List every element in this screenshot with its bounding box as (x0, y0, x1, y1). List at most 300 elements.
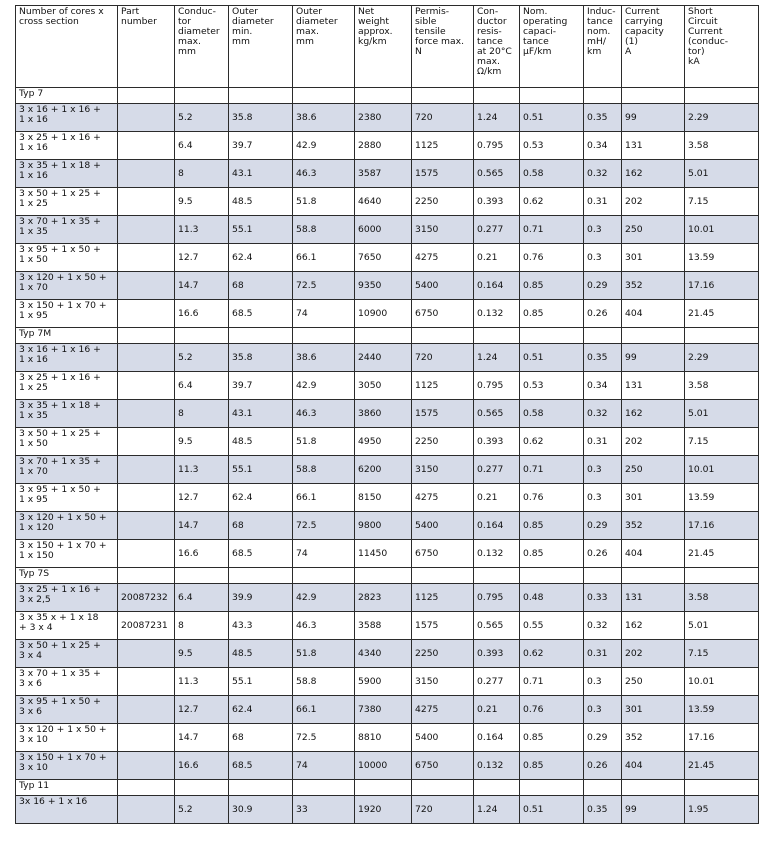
cores-line: 3 x 35 x + 1 x 18 (19, 612, 99, 623)
header-text-line: (1) (625, 36, 639, 47)
header-text-line: kA (688, 56, 700, 67)
header-text-line: approx. (358, 26, 393, 37)
table-row (16, 160, 759, 188)
cell-net-weight: 8810 (355, 724, 412, 752)
cell-cores-cross-section (16, 244, 118, 272)
cell-inductance: 0.26 (584, 752, 622, 780)
cell-tensile-force: 5400 (412, 512, 474, 540)
header-text-line: Part (121, 6, 140, 17)
header-text-line: Net (358, 6, 375, 17)
cell-current-capacity: 404 (622, 300, 685, 328)
header-text-line: cross section (19, 16, 79, 27)
group-empty-cell (229, 568, 293, 584)
cores-line: 1 x 16 (19, 142, 48, 153)
header-part-number (118, 6, 175, 88)
cell-inductance: 0.3 (584, 696, 622, 724)
group-empty-cell (118, 328, 175, 344)
cell-part-number (118, 160, 175, 188)
cell-tensile-force: 1125 (412, 132, 474, 160)
cores-line: 1 x 150 (19, 550, 54, 561)
group-empty-cell (293, 328, 355, 344)
group-empty-cell (584, 88, 622, 104)
cell-part-number (118, 244, 175, 272)
table-row (16, 796, 759, 824)
header-text-line: Ω/km (477, 66, 502, 77)
group-empty-cell (175, 88, 229, 104)
group-empty-cell (622, 780, 685, 796)
cores-line: 3 x 150 + 1 x 70 + (19, 300, 107, 311)
header-operating-capacitance (520, 6, 584, 88)
header-text-line: max. (178, 36, 201, 47)
cell-short-circuit-current: 13.59 (685, 696, 759, 724)
cell-net-weight: 3588 (355, 612, 412, 640)
group-empty-cell (412, 328, 474, 344)
cell-net-weight: 1920 (355, 796, 412, 824)
cores-line: 3 x 70 + 1 x 35 + (19, 668, 101, 679)
cores-line: 3 x 25 + 1 x 16 + (19, 372, 101, 383)
cell-current-capacity: 202 (622, 188, 685, 216)
group-empty-cell (622, 88, 685, 104)
cell-outer-diameter-min: 48.5 (229, 428, 293, 456)
cell-current-capacity: 352 (622, 272, 685, 300)
cell-operating-capacitance: 0.71 (520, 668, 584, 696)
group-empty-cell (520, 780, 584, 796)
header-inductance (584, 6, 622, 88)
cell-operating-capacitance: 0.48 (520, 584, 584, 612)
cell-outer-diameter-max: 51.8 (293, 428, 355, 456)
group-empty-cell (229, 328, 293, 344)
cores-line: 1 x 50 (19, 254, 48, 265)
cell-part-number (118, 272, 175, 300)
cell-net-weight: 7650 (355, 244, 412, 272)
cell-outer-diameter-min: 55.1 (229, 668, 293, 696)
group-empty-cell (293, 568, 355, 584)
header-text-line: Outer (232, 6, 259, 17)
table-row (16, 400, 759, 428)
cell-part-number: 20087232 (118, 584, 175, 612)
cell-operating-capacitance: 0.76 (520, 484, 584, 512)
cell-current-capacity: 131 (622, 584, 685, 612)
cell-inductance: 0.26 (584, 300, 622, 328)
cell-tensile-force: 4275 (412, 484, 474, 512)
cell-current-capacity: 352 (622, 724, 685, 752)
header-tensile-force (412, 6, 474, 88)
group-empty-cell (229, 780, 293, 796)
cell-outer-diameter-min: 39.7 (229, 372, 293, 400)
table-row (16, 696, 759, 724)
cell-inductance: 0.32 (584, 160, 622, 188)
cell-inductance: 0.34 (584, 132, 622, 160)
cell-cores-cross-section (16, 188, 118, 216)
group-empty-cell (685, 568, 759, 584)
cell-short-circuit-current: 10.01 (685, 456, 759, 484)
cell-conductor-resistance: 0.565 (474, 160, 520, 188)
cable-spec-table-container (15, 5, 758, 824)
cores-line: 1 x 16 (19, 114, 48, 125)
cell-cores-cross-section (16, 344, 118, 372)
cell-outer-diameter-max: 72.5 (293, 272, 355, 300)
cell-conductor-diameter: 6.4 (175, 372, 229, 400)
cell-inductance: 0.33 (584, 584, 622, 612)
cell-net-weight: 9800 (355, 512, 412, 540)
cell-outer-diameter-min: 68.5 (229, 540, 293, 568)
cell-outer-diameter-max: 74 (293, 300, 355, 328)
cell-net-weight: 3587 (355, 160, 412, 188)
cell-part-number (118, 400, 175, 428)
cores-line: 1 x 16 (19, 354, 48, 365)
group-row (16, 328, 759, 344)
cell-inductance: 0.35 (584, 104, 622, 132)
table-row (16, 104, 759, 132)
cell-conductor-resistance: 1.24 (474, 796, 520, 824)
cores-line: 3 x 25 + 1 x 16 + (19, 584, 101, 595)
cores-line: 3 x 10 (19, 734, 48, 745)
header-text-line: kg/km (358, 36, 387, 47)
cores-line: 3 x 95 + 1 x 50 + (19, 484, 101, 495)
cell-current-capacity: 250 (622, 216, 685, 244)
cell-part-number (118, 300, 175, 328)
cell-cores-cross-section (16, 400, 118, 428)
cell-outer-diameter-min: 35.8 (229, 344, 293, 372)
cell-part-number (118, 188, 175, 216)
group-empty-cell (412, 780, 474, 796)
group-empty-cell (474, 568, 520, 584)
cell-conductor-diameter: 16.6 (175, 540, 229, 568)
cell-operating-capacitance: 0.71 (520, 456, 584, 484)
cell-conductor-diameter: 16.6 (175, 300, 229, 328)
group-empty-cell (118, 780, 175, 796)
cell-part-number (118, 696, 175, 724)
cores-line: 1 x 70 (19, 466, 48, 477)
header-short-circuit-current (685, 6, 759, 88)
cell-operating-capacitance: 0.76 (520, 244, 584, 272)
cell-inductance: 0.35 (584, 344, 622, 372)
cell-conductor-diameter: 5.2 (175, 344, 229, 372)
table-row (16, 300, 759, 328)
cores-line: 3 x 50 + 1 x 25 + (19, 640, 101, 651)
cell-net-weight: 6000 (355, 216, 412, 244)
cell-net-weight: 3860 (355, 400, 412, 428)
cell-inductance: 0.32 (584, 612, 622, 640)
header-text-line: tance (587, 16, 613, 27)
group-label: Typ 7 (16, 88, 118, 104)
cores-line: + 3 x 4 (19, 622, 53, 633)
table-row (16, 512, 759, 540)
group-empty-cell (520, 328, 584, 344)
header-text-line: tance (477, 36, 503, 47)
cell-current-capacity: 99 (622, 104, 685, 132)
table-row (16, 640, 759, 668)
cell-inductance: 0.3 (584, 668, 622, 696)
header-text-line: diameter (178, 26, 220, 37)
header-text-line: mm (232, 36, 250, 47)
cores-line: 3 x 35 + 1 x 18 + (19, 400, 101, 411)
cores-line: 3 x 50 + 1 x 25 + (19, 428, 101, 439)
cell-conductor-diameter: 5.2 (175, 104, 229, 132)
cell-current-capacity: 250 (622, 668, 685, 696)
cores-line: 3 x 4 (19, 650, 42, 661)
header-text-line: capaci- (523, 26, 557, 37)
cores-line: 1 x 70 (19, 282, 48, 293)
cell-net-weight: 3050 (355, 372, 412, 400)
cell-outer-diameter-max: 38.6 (293, 104, 355, 132)
header-text-line: carrying (625, 16, 663, 27)
header-text-line: number (121, 16, 157, 27)
header-text-line: mH/ (587, 36, 606, 47)
cell-inductance: 0.3 (584, 244, 622, 272)
cell-inductance: 0.3 (584, 484, 622, 512)
cell-outer-diameter-min: 48.5 (229, 640, 293, 668)
cell-outer-diameter-min: 39.9 (229, 584, 293, 612)
header-text-line: Nom. (523, 6, 548, 17)
header-text-line: Con- (477, 6, 499, 17)
cores-line: 3 x 150 + 1 x 70 + (19, 752, 107, 763)
cell-current-capacity: 250 (622, 456, 685, 484)
cell-net-weight: 11450 (355, 540, 412, 568)
header-text-line: (conduc- (688, 36, 729, 47)
cell-short-circuit-current: 5.01 (685, 400, 759, 428)
group-empty-cell (355, 780, 412, 796)
cell-tensile-force: 2250 (412, 428, 474, 456)
cell-current-capacity: 162 (622, 612, 685, 640)
cell-tensile-force: 1125 (412, 584, 474, 612)
cell-cores-cross-section (16, 428, 118, 456)
cell-tensile-force: 3150 (412, 456, 474, 484)
cell-inductance: 0.3 (584, 456, 622, 484)
cell-outer-diameter-max: 42.9 (293, 584, 355, 612)
cell-cores-cross-section (16, 300, 118, 328)
cell-current-capacity: 162 (622, 160, 685, 188)
cell-part-number (118, 796, 175, 824)
cell-cores-cross-section (16, 584, 118, 612)
cell-conductor-diameter: 14.7 (175, 512, 229, 540)
group-row (16, 568, 759, 584)
cell-conductor-resistance: 0.277 (474, 216, 520, 244)
cell-short-circuit-current: 13.59 (685, 484, 759, 512)
cell-outer-diameter-min: 68 (229, 724, 293, 752)
header-text-line: ductor (477, 16, 507, 27)
cores-line: 3 x 95 + 1 x 50 + (19, 244, 101, 255)
header-text-line: nom. (587, 26, 611, 37)
cell-short-circuit-current: 7.15 (685, 640, 759, 668)
cell-part-number (118, 428, 175, 456)
cell-outer-diameter-min: 43.1 (229, 400, 293, 428)
cell-cores-cross-section (16, 160, 118, 188)
cell-tensile-force: 5400 (412, 272, 474, 300)
cell-outer-diameter-max: 74 (293, 752, 355, 780)
cell-tensile-force: 1125 (412, 372, 474, 400)
cell-operating-capacitance: 0.85 (520, 540, 584, 568)
header-text-line: diameter (232, 16, 274, 27)
cell-tensile-force: 2250 (412, 188, 474, 216)
cell-outer-diameter-min: 55.1 (229, 456, 293, 484)
cell-short-circuit-current: 7.15 (685, 428, 759, 456)
header-text-line: sible (415, 16, 437, 27)
table-row (16, 216, 759, 244)
cell-current-capacity: 202 (622, 428, 685, 456)
cell-current-capacity: 301 (622, 244, 685, 272)
cell-conductor-diameter: 5.2 (175, 796, 229, 824)
cell-current-capacity: 99 (622, 344, 685, 372)
cell-conductor-diameter: 9.5 (175, 428, 229, 456)
header-text-line: km (587, 46, 602, 57)
cell-operating-capacitance: 0.85 (520, 724, 584, 752)
cell-conductor-resistance: 1.24 (474, 344, 520, 372)
group-empty-cell (520, 568, 584, 584)
cell-conductor-diameter: 6.4 (175, 584, 229, 612)
cores-line: 1 x 35 (19, 410, 48, 421)
cell-net-weight: 2440 (355, 344, 412, 372)
cell-operating-capacitance: 0.51 (520, 104, 584, 132)
cell-cores-cross-section (16, 216, 118, 244)
header-text-line: Outer (296, 6, 323, 17)
cell-current-capacity: 162 (622, 400, 685, 428)
cell-inductance: 0.31 (584, 640, 622, 668)
cell-conductor-diameter: 11.3 (175, 668, 229, 696)
cell-conductor-resistance: 1.24 (474, 104, 520, 132)
cell-part-number (118, 512, 175, 540)
header-text-line: capacity (625, 26, 664, 37)
cell-outer-diameter-max: 58.8 (293, 668, 355, 696)
group-empty-cell (474, 780, 520, 796)
cell-conductor-diameter: 8 (175, 612, 229, 640)
cell-conductor-resistance: 0.795 (474, 372, 520, 400)
table-row (16, 132, 759, 160)
cell-short-circuit-current: 21.45 (685, 752, 759, 780)
cell-net-weight: 7380 (355, 696, 412, 724)
group-empty-cell (622, 568, 685, 584)
cell-net-weight: 2380 (355, 104, 412, 132)
cell-cores-cross-section (16, 696, 118, 724)
cell-part-number (118, 132, 175, 160)
cell-cores-cross-section (16, 540, 118, 568)
group-empty-cell (229, 88, 293, 104)
cell-outer-diameter-max: 51.8 (293, 188, 355, 216)
cores-line: 3 x 120 + 1 x 50 + (19, 724, 107, 735)
cell-cores-cross-section (16, 512, 118, 540)
cell-conductor-diameter: 16.6 (175, 752, 229, 780)
header-text-line: at 20°C (477, 46, 512, 57)
cell-outer-diameter-max: 46.3 (293, 612, 355, 640)
cell-outer-diameter-max: 46.3 (293, 400, 355, 428)
cell-tensile-force: 720 (412, 796, 474, 824)
cell-inductance: 0.26 (584, 540, 622, 568)
cell-conductor-resistance: 0.795 (474, 132, 520, 160)
cell-part-number (118, 216, 175, 244)
header-text-line: Number of cores x (19, 6, 104, 17)
cell-cores-cross-section (16, 612, 118, 640)
header-text-line: Circuit (688, 16, 718, 27)
cell-conductor-diameter: 14.7 (175, 272, 229, 300)
header-text-line: tensile (415, 26, 446, 37)
cell-part-number (118, 540, 175, 568)
cell-operating-capacitance: 0.62 (520, 640, 584, 668)
cell-conductor-resistance: 0.393 (474, 188, 520, 216)
cell-short-circuit-current: 21.45 (685, 540, 759, 568)
group-empty-cell (584, 568, 622, 584)
cell-operating-capacitance: 0.85 (520, 272, 584, 300)
header-net-weight (355, 6, 412, 88)
cell-net-weight: 4950 (355, 428, 412, 456)
cell-tensile-force: 6750 (412, 752, 474, 780)
cores-line: 3 x 10 (19, 762, 48, 773)
cell-inductance: 0.31 (584, 188, 622, 216)
cell-current-capacity: 99 (622, 796, 685, 824)
cell-outer-diameter-max: 33 (293, 796, 355, 824)
cores-line: 3 x 95 + 1 x 50 + (19, 696, 101, 707)
header-text-line: diameter (296, 16, 338, 27)
table-row (16, 724, 759, 752)
group-empty-cell (685, 780, 759, 796)
cores-line: 3 x 120 + 1 x 50 + (19, 272, 107, 283)
cores-line: 3 x 25 + 1 x 16 + (19, 132, 101, 143)
table-row (16, 372, 759, 400)
cell-conductor-resistance: 0.277 (474, 456, 520, 484)
cell-short-circuit-current: 21.45 (685, 300, 759, 328)
cell-cores-cross-section (16, 724, 118, 752)
cell-inductance: 0.29 (584, 724, 622, 752)
cell-net-weight: 10000 (355, 752, 412, 780)
group-empty-cell (412, 88, 474, 104)
group-empty-cell (584, 780, 622, 796)
cell-tensile-force: 6750 (412, 300, 474, 328)
cell-short-circuit-current: 10.01 (685, 668, 759, 696)
cell-operating-capacitance: 0.71 (520, 216, 584, 244)
cell-tensile-force: 3150 (412, 668, 474, 696)
table-row (16, 456, 759, 484)
cell-outer-diameter-max: 72.5 (293, 724, 355, 752)
cell-operating-capacitance: 0.85 (520, 300, 584, 328)
cell-net-weight: 2823 (355, 584, 412, 612)
table-row (16, 668, 759, 696)
cell-inductance: 0.35 (584, 796, 622, 824)
cell-conductor-resistance: 0.21 (474, 484, 520, 512)
cores-line: 3 x 120 + 1 x 50 + (19, 512, 107, 523)
cores-line: 3 x 16 + 1 x 16 + (19, 104, 101, 115)
header-text-line: operating (523, 16, 568, 27)
cell-short-circuit-current: 2.29 (685, 104, 759, 132)
header-text-line: max. (477, 56, 500, 67)
cell-cores-cross-section (16, 484, 118, 512)
cell-conductor-resistance: 0.393 (474, 640, 520, 668)
cell-tensile-force: 3150 (412, 216, 474, 244)
header-conductor-resistance (474, 6, 520, 88)
cell-conductor-diameter: 8 (175, 400, 229, 428)
group-empty-cell (474, 88, 520, 104)
table-row (16, 428, 759, 456)
cell-conductor-diameter: 9.5 (175, 188, 229, 216)
cell-part-number (118, 640, 175, 668)
header-text-line: Current (688, 26, 723, 37)
group-row (16, 88, 759, 104)
cell-part-number (118, 372, 175, 400)
cell-outer-diameter-min: 68 (229, 272, 293, 300)
cell-short-circuit-current: 5.01 (685, 612, 759, 640)
cell-short-circuit-current: 2.29 (685, 344, 759, 372)
cell-tensile-force: 720 (412, 344, 474, 372)
group-empty-cell (622, 328, 685, 344)
cell-outer-diameter-min: 68.5 (229, 300, 293, 328)
cores-line: 1 x 95 (19, 494, 48, 505)
table-row (16, 188, 759, 216)
group-empty-cell (355, 88, 412, 104)
table-row (16, 612, 759, 640)
cell-tensile-force: 720 (412, 104, 474, 132)
group-label: Typ 7M (16, 328, 118, 344)
cell-conductor-resistance: 0.164 (474, 272, 520, 300)
cell-inductance: 0.29 (584, 512, 622, 540)
cell-outer-diameter-max: 66.1 (293, 484, 355, 512)
